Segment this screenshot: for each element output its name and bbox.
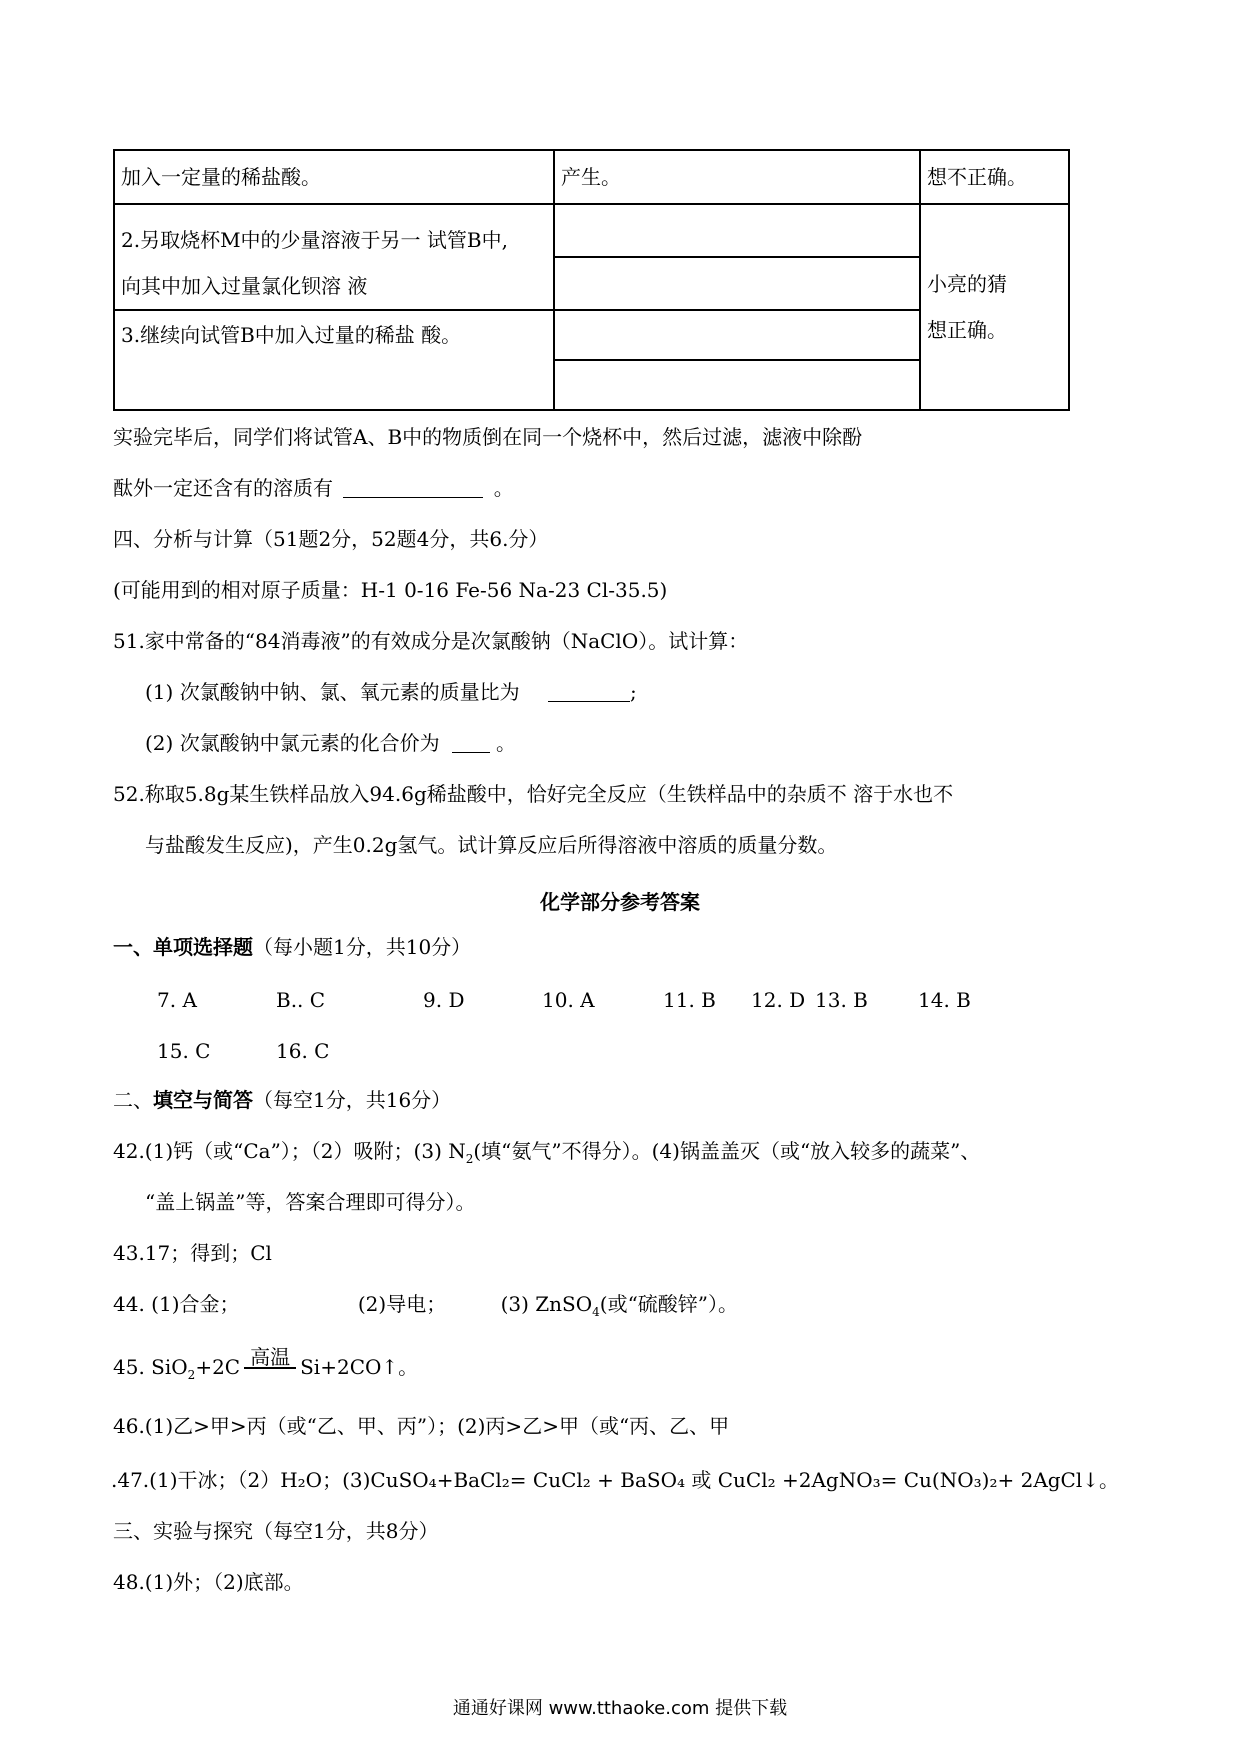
paragraph: 实验完毕后，同学们将试管A、B中的物质倒在同一个烧杯中，然后过滤，滤液中除酚 xyxy=(113,425,863,449)
answer-48: 48.(1)外；（2)底部。 xyxy=(113,1570,304,1594)
section-heading: 四、分析与计算（51题2分，52题4分，共6.分） xyxy=(113,527,549,551)
mc-answer: 14. B xyxy=(918,988,971,1012)
answer-46: 46.(1)乙>甲>丙（或“乙、甲、丙”）；(2)丙>乙>甲（或“丙、乙、甲 xyxy=(113,1414,730,1438)
answer-blank[interactable] xyxy=(343,479,483,498)
table-cell: 3.继续向试管B中加入过量的稀盐 酸。 xyxy=(114,310,554,410)
answer-42-line-2: “盖上锅盖”等，答案合理即可得分）。 xyxy=(145,1190,476,1214)
table-cell xyxy=(114,204,554,310)
mc-answer: 10. A xyxy=(542,988,595,1012)
section-heading: 三、实验与探究（每空1分，共8分） xyxy=(113,1519,439,1543)
table-cell: 产生。 xyxy=(554,150,920,204)
atomic-masses: (可能用到的相对原子质量：H-1 0-16 Fe-56 Na-23 Cl-35.5) xyxy=(113,578,668,602)
answer-blank[interactable] xyxy=(548,683,630,702)
table-cell xyxy=(554,310,920,360)
section-heading-bold: 一、单项选择题 xyxy=(113,935,253,959)
table-row xyxy=(114,150,1069,204)
table-cell-line: 想正确。 xyxy=(927,318,1007,342)
mc-answer: 11. B xyxy=(663,988,716,1012)
mc-answer: 15. C xyxy=(157,1039,211,1063)
section-heading-bold: 填空与简答 xyxy=(153,1088,253,1112)
answer-42-line-1 xyxy=(113,1141,980,1165)
question-51-1 xyxy=(145,682,637,702)
answer-text: (2)导电； xyxy=(357,1292,447,1316)
table-cell xyxy=(920,204,1069,410)
mc-answer: 9. D xyxy=(423,988,465,1012)
table-cell xyxy=(554,257,920,310)
answer-45 xyxy=(113,1345,419,1382)
section-heading-text: （每小题1分，共10分） xyxy=(253,935,472,959)
question-52-line-2: 与盐酸发生反应)，产生0.2g氢气。试计算反应后所得溶液中溶质的质量分数。 xyxy=(145,833,838,857)
answer-title: 化学部分参考答案 xyxy=(540,890,700,914)
answer-blank[interactable] xyxy=(452,734,490,753)
question-text: (1) 次氯酸钠中钠、氯、氧元素的质量比为 xyxy=(145,680,520,704)
answer-44 xyxy=(113,1294,738,1318)
answer-text xyxy=(501,1294,738,1318)
question-51: 51.家中常备的“84消毒液”的有效成分是次氯酸钠（NaClO）。试计算： xyxy=(113,629,749,653)
mc-answer: 7. A xyxy=(157,988,197,1012)
table-cell: 想不正确。 xyxy=(920,150,1069,204)
table-cell-line: 2.另取烧杯M中的少量溶液于另一 试管B中, xyxy=(121,228,508,252)
question-text: (2) 次氯酸钠中氯元素的化合价为 xyxy=(145,731,440,755)
paragraph-text: 酞外一定还含有的溶质有 xyxy=(113,476,333,500)
mc-answer: 13. B xyxy=(815,988,868,1012)
section-heading xyxy=(113,937,471,957)
answer-text: (或“硫酸锌”）。 xyxy=(599,1292,739,1316)
answer-text: +2C xyxy=(195,1355,241,1379)
answer-text: (填“氨气”不得分）。(4)锅盖盖灭（或“放入较多的蔬菜”、 xyxy=(473,1139,981,1163)
table-cell xyxy=(554,204,920,257)
reaction-condition: 高温 xyxy=(244,1347,296,1369)
paragraph-text: 。 xyxy=(493,476,514,500)
answer-text: (3) ZnSO xyxy=(500,1292,593,1316)
answer-text: 42.(1)钙（或“Ca”）；（2）吸附；(3) N xyxy=(113,1139,466,1163)
table-row xyxy=(114,204,1069,257)
section-heading-text: 二、 xyxy=(113,1088,153,1112)
answer-text: 45. SiO xyxy=(113,1355,188,1379)
table-cell-line: 小亮的猜 xyxy=(927,272,1007,296)
answer-subscript: 2 xyxy=(187,1368,196,1382)
question-text: ; xyxy=(630,680,637,704)
paragraph xyxy=(113,478,514,498)
mc-answer: B.. C xyxy=(276,988,326,1012)
section-heading-text: （每空1分，共16分） xyxy=(253,1088,452,1112)
answer-subscript: 4 xyxy=(592,1305,600,1319)
answer-43: 43.17；得到；Cl xyxy=(113,1241,272,1265)
experiment-table xyxy=(113,149,1070,411)
mc-answer: 16. C xyxy=(276,1039,330,1063)
question-52-line-1: 52.称取5.8g某生铁样品放入94.6g稀盐酸中，恰好完全反应（生铁样品中的杂质不 溶于水也不 xyxy=(113,782,954,806)
answer-text: Si+2CO↑。 xyxy=(300,1355,419,1379)
question-text: 。 xyxy=(496,731,517,755)
section-heading xyxy=(113,1090,451,1110)
footer-text: 通通好课网 www.tthaoke.com 提供下载 xyxy=(452,1698,788,1719)
answer-47: .47.(1)干冰；（2）H₂O；(3)CuSO₄+BaCl₂= CuCl₂ + BaSO₄ 或 CuCl₂ +2AgNO₃= Cu(NO₃)₂+ 2AgCl↓。 xyxy=(111,1468,1120,1492)
question-51-2 xyxy=(145,733,516,753)
answer-subscript: 2 xyxy=(465,1152,474,1166)
mc-answer: 12. D xyxy=(751,988,806,1012)
table-cell xyxy=(554,360,920,410)
table-cell-line: 向其中加入过量氯化钡溶 液 xyxy=(121,274,368,298)
answer-text: 44. (1)合金； xyxy=(113,1292,240,1316)
table-cell: 加入一定量的稀盐酸。 xyxy=(114,150,554,204)
